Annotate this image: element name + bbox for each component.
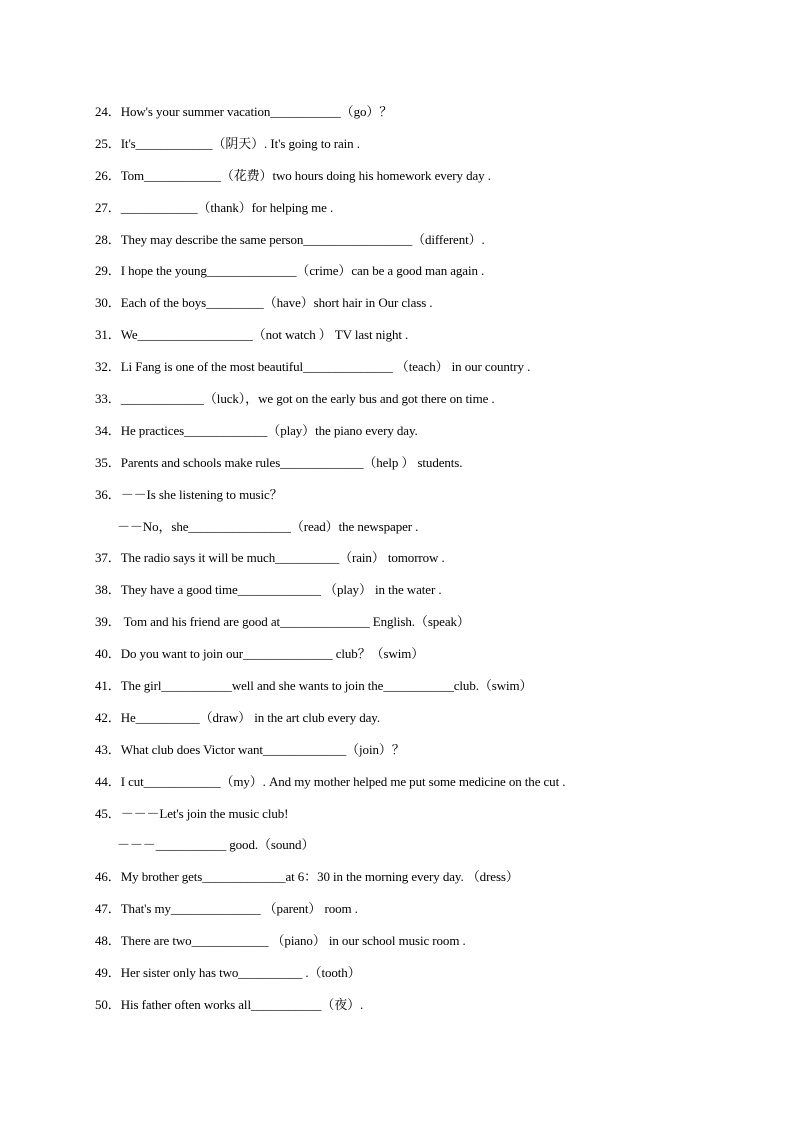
question-line: [95, 963, 735, 995]
question-number: 47．: [95, 901, 121, 917]
question-line: [95, 867, 735, 899]
question-line: [95, 740, 735, 772]
question-number: 40．: [95, 646, 121, 662]
question-number: 25．: [95, 135, 121, 151]
question-text: －－－___________ good.（sound）: [117, 837, 315, 853]
question-text: Tom and his friend are good at______________ English.（speak）: [120, 614, 470, 630]
question-text: Her sister only has two__________ .（tooth）: [120, 965, 361, 981]
question-line: [95, 261, 735, 293]
question-text: －－No，she________________（read）the newspaper .: [117, 518, 419, 534]
question-text: －－－Let's join the music club!: [120, 805, 289, 821]
question-number: 28．: [95, 231, 121, 247]
question-line: [95, 453, 735, 485]
question-number: 43．: [95, 741, 121, 757]
question-line: [95, 548, 735, 580]
question-text: The girl___________well and she wants to join the___________club.（swim）: [120, 678, 533, 694]
question-number: 44．: [95, 773, 121, 789]
question-number: 38．: [95, 582, 121, 598]
question-line: [95, 102, 735, 134]
question-number: 30．: [95, 295, 121, 311]
question-line: [95, 899, 735, 931]
question-number: 36．: [95, 486, 121, 502]
question-line: [95, 580, 735, 612]
question-number: 45．: [95, 805, 121, 821]
question-number: 37．: [95, 550, 121, 566]
question-text: They may describe the same person_________________（different）.: [120, 231, 485, 247]
question-line: [95, 134, 735, 166]
question-text: Tom____________（花费）two hours doing his homework every day .: [120, 167, 491, 183]
question-line: [95, 325, 735, 357]
question-line: [95, 931, 735, 963]
question-number: 26．: [95, 167, 121, 183]
question-line: [95, 230, 735, 262]
question-text: Do you want to join our______________ club？（swim）: [120, 646, 425, 662]
question-text: Each of the boys_________（have）short hair in Our class .: [120, 295, 433, 311]
question-text: Li Fang is one of the most beautiful______________ （teach） in our country .: [120, 359, 531, 375]
question-number: 48．: [95, 933, 121, 949]
question-continuation-line: [95, 517, 735, 549]
question-number: 32．: [95, 359, 121, 375]
question-line: [95, 612, 735, 644]
question-text: He__________（draw） in the art club every day.: [120, 709, 380, 725]
question-text: It's____________（阴天）. It's going to rain .: [120, 135, 360, 151]
question-number: 39．: [95, 614, 121, 630]
question-text: He practices_____________（play）the piano every day.: [120, 422, 418, 438]
question-number: 46．: [95, 869, 121, 885]
question-number: 35．: [95, 454, 121, 470]
question-text: Parents and schools make rules_____________（help ） students.: [120, 454, 463, 470]
question-line: [95, 995, 735, 1027]
question-text: We__________________（not watch ） TV last night .: [120, 327, 409, 343]
question-text: The radio says it will be much__________（rain） tomorrow .: [120, 550, 445, 566]
question-text: There are two____________ （piano） in our school music room .: [120, 933, 466, 949]
question-number: 41．: [95, 678, 121, 694]
question-line: [95, 357, 735, 389]
question-list: [95, 102, 735, 1027]
question-number: 27．: [95, 199, 121, 215]
question-line: [95, 389, 735, 421]
question-line: [95, 485, 735, 517]
question-number: 34．: [95, 422, 121, 438]
question-number: 49．: [95, 965, 121, 981]
question-line: [95, 772, 735, 804]
question-continuation-line: [95, 835, 735, 867]
question-text: They have a good time_____________ （play） in the water .: [120, 582, 442, 598]
question-line: [95, 421, 735, 453]
question-number: 42．: [95, 709, 121, 725]
question-line: [95, 198, 735, 230]
question-number: 33．: [95, 391, 121, 407]
question-text: His father often works all___________（夜）.: [120, 996, 364, 1012]
question-text: _____________（luck），we got on the early bus and got there on time .: [120, 391, 495, 407]
question-text: I hope the young______________（crime）can be a good man again .: [120, 263, 485, 279]
question-line: [95, 644, 735, 676]
question-text: －－Is she listening to music？: [120, 486, 283, 502]
question-text: I cut____________（my）. And my mother helped me put some medicine on the cut .: [120, 773, 566, 789]
question-line: [95, 676, 735, 708]
question-number: 50．: [95, 996, 121, 1012]
question-text: ____________（thank）for helping me .: [120, 199, 334, 215]
question-line: [95, 293, 735, 325]
question-number: 24．: [95, 104, 121, 119]
question-text: My brother gets_____________at 6：30 in the morning every day. （dress）: [120, 869, 519, 885]
question-text: What club does Victor want_____________（join）？: [120, 741, 405, 757]
question-line: [95, 804, 735, 836]
question-line: [95, 708, 735, 740]
question-text: That's my______________ （parent） room .: [120, 901, 358, 917]
question-number: 29．: [95, 263, 121, 279]
question-text: How's your summer vacation___________（go）？: [120, 104, 393, 119]
question-line: [95, 166, 735, 198]
question-number: 31．: [95, 327, 121, 343]
